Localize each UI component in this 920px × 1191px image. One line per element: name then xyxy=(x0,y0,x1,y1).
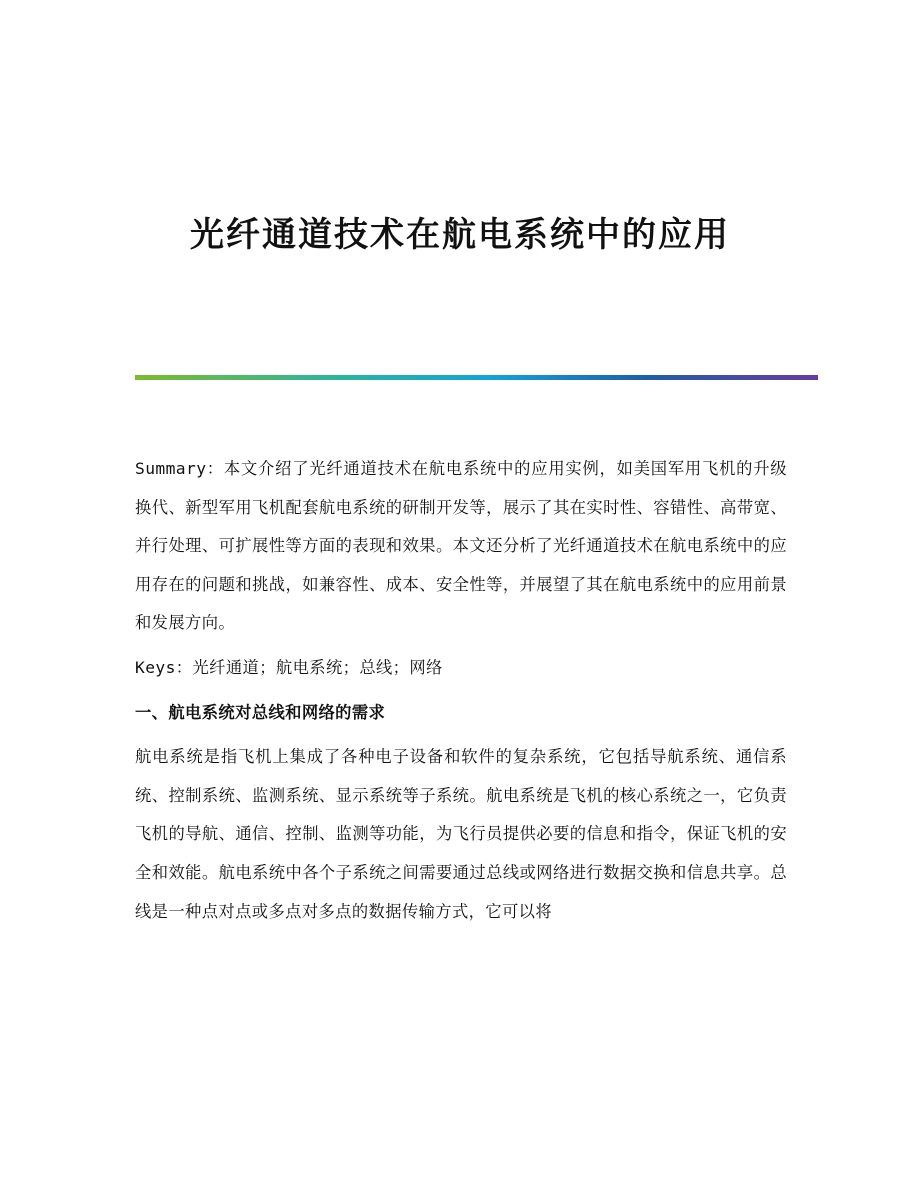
section-heading: 一、航电系统对总线和网络的需求 xyxy=(135,702,386,722)
keys-label: Keys： xyxy=(135,657,193,677)
keywords-paragraph xyxy=(135,649,787,688)
summary-label: Summary： xyxy=(135,459,224,478)
document-title: 光纤通道技术在航电系统中的应用 xyxy=(190,215,730,255)
section-paragraph: 航电系统是指飞机上集成了各种电子设备和软件的复杂系统，它包括导航系统、通信系统、控制系统、监测系统、显示系统等子系统。航电系统是飞机的核心系统之一，它负责飞机的导航、通信、控制、监测等功能，为飞行员提供必要的信息和指令，保证飞机的安全和效能。航电系统中各个子系统之间需要通过总线或网络进行数据交换和信息共享。总线是一种点对点或多点对多点的数据传输方式，它可以将 xyxy=(135,747,787,921)
keys-text: 光纤通道；航电系统；总线；网络 xyxy=(192,657,443,677)
title-divider xyxy=(135,375,818,380)
summary-text: 本文介绍了光纤通道技术在航电系统中的应用实例，如美国军用飞机的升级换代、新型军用飞机配套航电系统的研制开发等，展示了其在实时性、容错性、高带宽、并行处理、可扩展性等方面的表现和效果。本文还分析了光纤通道技术在航电系统中的应用存在的问题和挑战，如兼容性、成本、安全性等，并展望了其在航电系统中的应用前景和发展方向。 xyxy=(135,459,787,633)
document-body xyxy=(135,450,787,931)
summary-paragraph xyxy=(135,450,787,643)
